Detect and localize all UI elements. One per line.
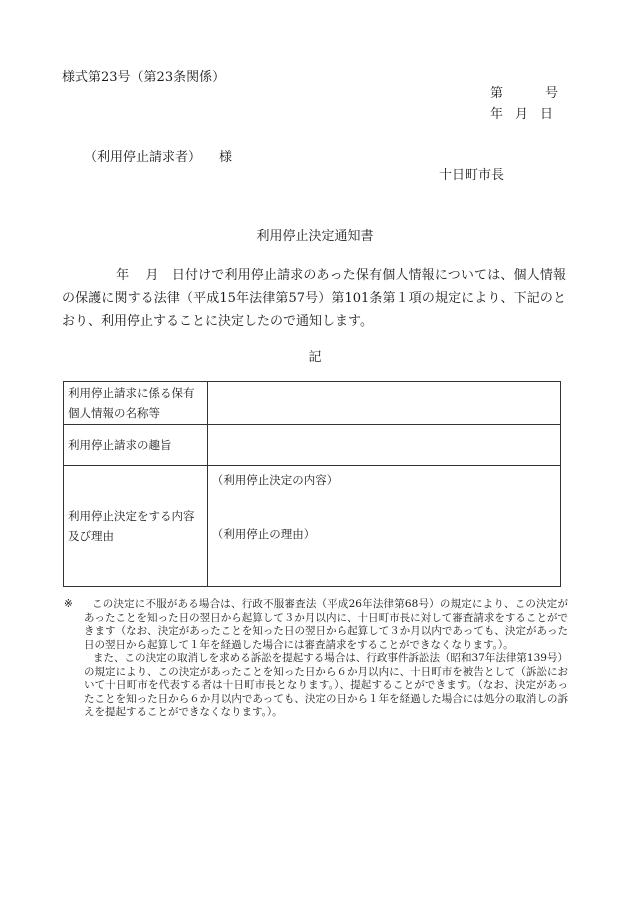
decision-content-heading: （利用停止決定の内容） [211,473,339,487]
decision-reason-heading: （利用停止の理由） [211,527,316,541]
row2-value [207,425,560,466]
row2-label: 利用停止請求の趣旨 [64,425,208,466]
note-paragraph-2: また、この決定の取消しを求める訴訟を提起する場合は、行政事件訴訟法（昭和37年法律第139号）の規定により、この決定があったことを知った日から６か月以内に、十日町市を被告として（訴訟において十日町市を代表する者は十日町市長となります。）、提起することができます。（なお、決定があったことを知った日から６か月以内であっても、決定の日から１年を経過した場合には処分の取消しの訴えを提起することができなくなります。）。 [84,652,568,718]
row1-label: 利用停止請求に係る保有個人情報の名称等 [64,382,208,425]
date-day: 日 [540,107,554,122]
doc-number-label: 第 [490,86,504,101]
form-number: 様式第23号（第23条関係） [62,70,226,85]
table-row [64,382,561,425]
note-mark: ※ [64,598,73,610]
honorific: 様 [219,150,233,165]
addressee [84,146,232,165]
document-number-line [490,84,558,105]
body-date-year: 年 [116,268,130,283]
document-number-date [490,84,558,126]
body-date-month: 月 [145,268,159,283]
doc-number-suffix: 号 [545,86,559,101]
notice-body [62,264,566,333]
date-year: 年 [490,107,504,122]
row3-label: 利用停止決定をする内容及び理由 [64,466,208,587]
ki-heading: 記 [308,350,322,365]
table-row [64,466,561,587]
date-month: 月 [515,107,529,122]
row3-value [207,466,560,587]
requester-label: （利用停止請求者） [84,150,202,165]
document-title: 利用停止決定通知書 [256,229,374,244]
issuer: 十日町市長 [439,168,505,183]
date-line [490,105,558,126]
table-row [64,425,561,466]
detail-table [63,381,561,587]
note-paragraph-1: この決定に不服がある場合は、行政不服審査法（平成26年法律第68号）の規定により、この決定があったことを知った日の翌日から起算して３か月以内に、十日町市長に対して審査請求をすることができます（なお、決定があったことを知った日の翌日から起算して３か月以内であっても、決定があった日の翌日から起算して１年を経過した場合には審査請求をすることができなくなります。）。 [84,598,568,651]
row1-value [207,382,560,425]
notes [62,598,568,720]
body-text: 日付けで利用停止請求のあった保有個人情報については、個人情報の保護に関する法律（平成15年法律第57号）第101条第１項の規定により、下記のとおり、利用停止することに決定したので通知します。 [62,268,566,329]
